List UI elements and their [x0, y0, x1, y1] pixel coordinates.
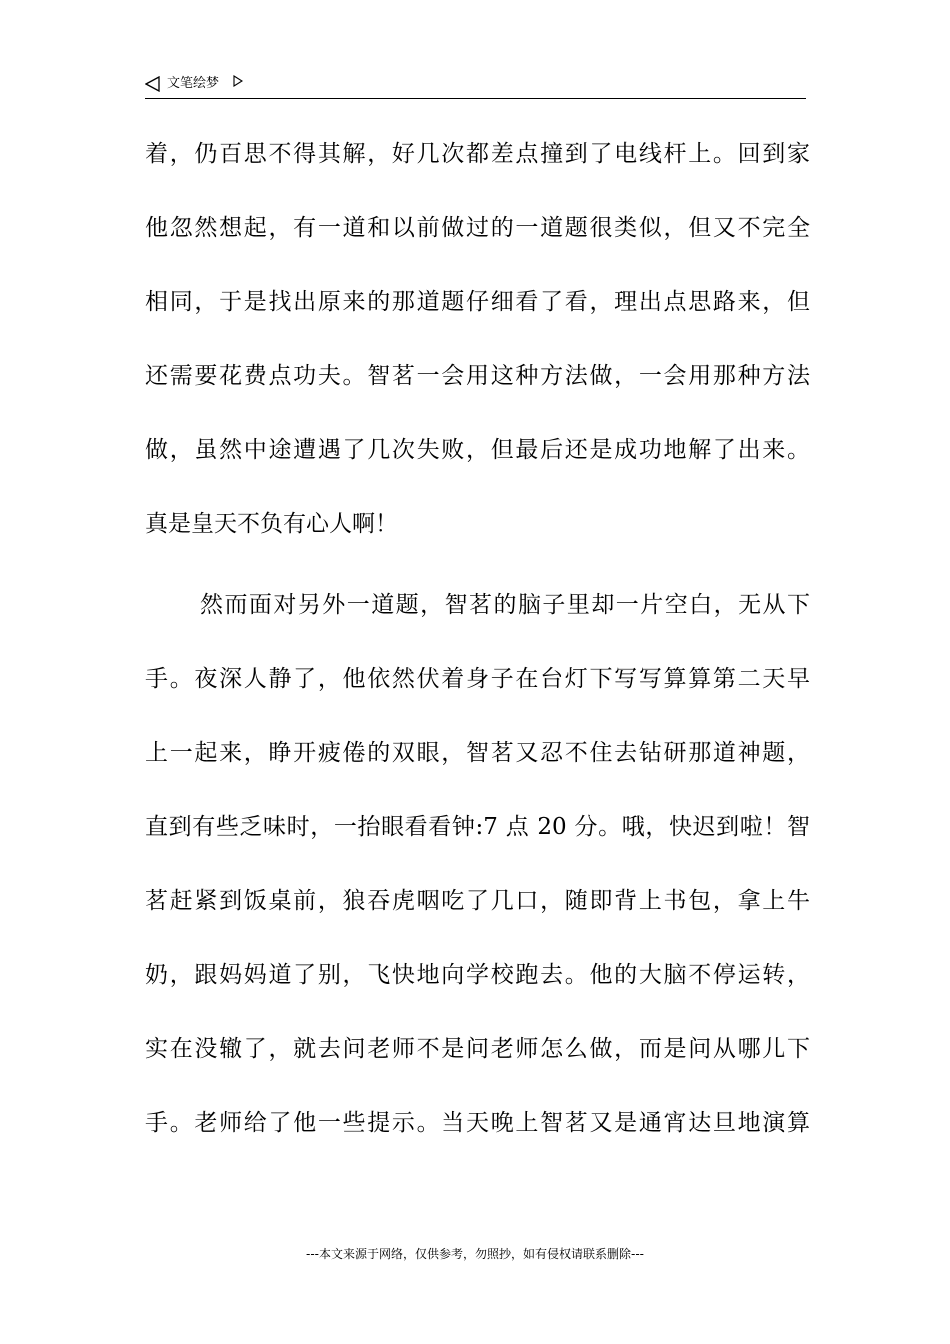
body-line: 着，仍百思不得其解，好几次都差点撞到了电线杆上。回到家 — [145, 141, 810, 167]
body-line: 奶，跟妈妈道了别，飞快地向学校跑去。他的大脑不停运转， — [145, 962, 810, 988]
left-triangle-icon — [145, 76, 161, 92]
body-line: 茗赶紧到饭桌前，狼吞虎咽吃了几口，随即背上书包，拿上牛 — [145, 888, 810, 914]
header-title: 文笔绘梦 — [167, 76, 220, 91]
body-line: 实在没辙了，就去问老师不是问老师怎么做，而是问从哪儿下 — [145, 1036, 810, 1062]
body-line: 真是皇天不负有心人啊！ — [145, 511, 398, 537]
body-line: 上一起来，睁开疲倦的双眼，智茗又忍不住去钻研那道神题， — [145, 740, 810, 766]
body-line: 相同，于是找出原来的那道题仔细看了看，理出点思路来，但 — [145, 289, 810, 315]
right-triangle-icon — [233, 75, 243, 87]
body-line: 做，虽然中途遭遇了几次失败，但最后还是成功地解了出来。 — [145, 437, 810, 463]
body-line: 还需要花费点功夫。智茗一会用这种方法做，一会用那种方法 — [145, 363, 810, 389]
body-line: 手。夜深人静了，他依然伏着身子在台灯下写写算算第二天早 — [145, 666, 810, 692]
body-line: 他忽然想起，有一道和以前做过的一道题很类似，但又不完全 — [145, 215, 810, 241]
body-line: 然而面对另外一道题，智茗的脑子里却一片空白，无从下 — [200, 592, 810, 618]
body-line: 直到有些乏味时，一抬眼看看钟:7 点 20 分。哦，快迟到啦！智 — [145, 814, 810, 840]
body-line: 手。老师给了他一些提示。当天晚上智茗又是通宵达旦地演算 — [145, 1110, 810, 1136]
page-header — [145, 72, 806, 99]
page-footer: ---本文来源于网络，仅供参考，勿照抄，如有侵权请联系删除--- — [306, 1247, 644, 1261]
